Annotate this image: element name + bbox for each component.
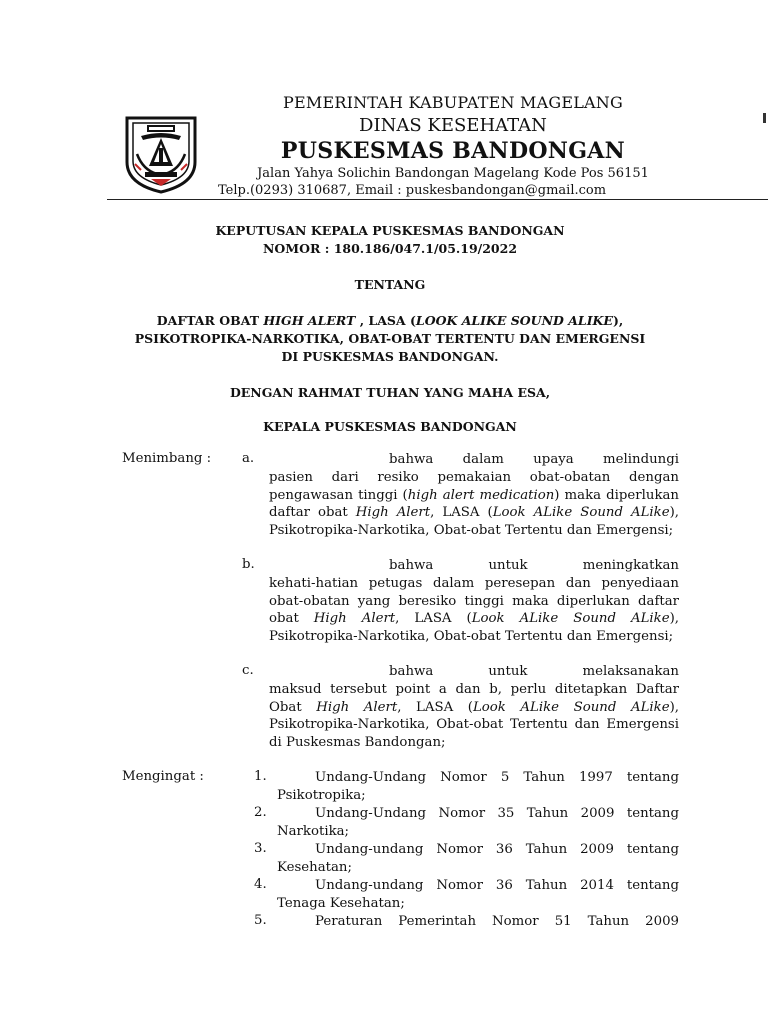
decree-subject-line-3: DI PUSKESMAS BANDONGAN. xyxy=(281,349,499,364)
decree-blessing: DENGAN RAHMAT TUHAN YANG MAHA ESA, xyxy=(229,385,551,400)
mengingat-num-2: 2. xyxy=(254,805,267,820)
mengingat-item-5: Peraturan Pemerintah Nomor 51 Tahun 2009 xyxy=(315,914,679,929)
mengingat-num-3: 3. xyxy=(254,841,267,856)
decree-about: TENTANG xyxy=(354,277,426,292)
mengingat-num-4: 4. xyxy=(254,877,267,892)
mengingat-item-1: Undang-Undang Nomor 5 Tahun 1997 tentang Psikotropika; xyxy=(277,770,679,803)
letterhead-name: PUSKESMAS BANDONGAN xyxy=(280,138,626,164)
menimbang-letter-c: c. xyxy=(242,663,254,678)
menimbang-item-a: bahwa dalam upaya melindungi pasien dari resiko pemakaian obat-obatan dengan pengawasan tinggi (high alert medication) maka diperlukan daftar obat High Alert, LASA (Look ALike Sound ALike), Psikotropika-Narkotika, Obat-obat Tertentu dan Emergensi; xyxy=(269,452,680,539)
menimbang-item-b: bahwa untuk meningkatkan kehati-hatian petugas dalam peresepan dan penyediaan obat-obatan yang beresiko tinggi maka diperlukan daftar obat High Alert, LASA (Look ALike Sound ALike), Psikotropika-Narkotika, Obat-obat Tertentu dan Emergensi; xyxy=(269,558,680,645)
regency-emblem-logo xyxy=(121,114,201,194)
mengingat-num-1: 1. xyxy=(254,769,267,784)
menimbang-letter-a: a. xyxy=(242,451,255,466)
menimbang-item-c: bahwa untuk melaksanakan maksud tersebut point a dan b, perlu ditetapkan Daftar Obat High Alert, LASA (Look ALike Sound ALike), Psikotropika-Narkotika, Obat-obat Tertentu dan Emergensi di Puskesmas Bandongan; xyxy=(269,664,680,751)
mengingat-num-5: 5. xyxy=(254,913,267,928)
mengingat-item-4: Undang-undang Nomor 36 Tahun 2014 tentang Tenaga Kesehatan; xyxy=(277,878,679,911)
letterhead-department: DINAS KESEHATAN xyxy=(359,115,547,136)
edge-mark xyxy=(763,113,766,123)
letterhead-divider xyxy=(107,199,768,200)
decree-number: NOMOR : 180.186/047.1/05.19/2022 xyxy=(262,241,518,256)
mengingat-item-2: Undang-Undang Nomor 35 Tahun 2009 tentang Narkotika; xyxy=(277,806,679,839)
letterhead-government: PEMERINTAH KABUPATEN MAGELANG xyxy=(283,93,623,112)
decree-subject-line-2: PSIKOTROPIKA-NARKOTIKA, OBAT-OBAT TERTENTU DAN EMERGENSI xyxy=(134,331,646,346)
mengingat-label: Mengingat : xyxy=(122,769,204,784)
decree-issuer: KEPALA PUSKESMAS BANDONGAN xyxy=(263,419,517,434)
menimbang-label: Menimbang : xyxy=(122,451,212,466)
mengingat-item-3: Undang-undang Nomor 36 Tahun 2009 tentang Kesehatan; xyxy=(277,842,679,875)
menimbang-letter-b: b. xyxy=(242,557,255,572)
letterhead-contact: Telp.(0293) 310687, Email : puskesbandongan@gmail.com xyxy=(218,183,607,198)
letterhead-address: Jalan Yahya Solichin Bandongan Magelang Kode Pos 56151 xyxy=(257,166,649,181)
decree-title: KEPUTUSAN KEPALA PUSKESMAS BANDONGAN xyxy=(215,223,565,238)
decree-subject-line-1: DAFTAR OBAT HIGH ALERT , LASA (LOOK ALIKE SOUND ALIKE), xyxy=(156,313,624,328)
